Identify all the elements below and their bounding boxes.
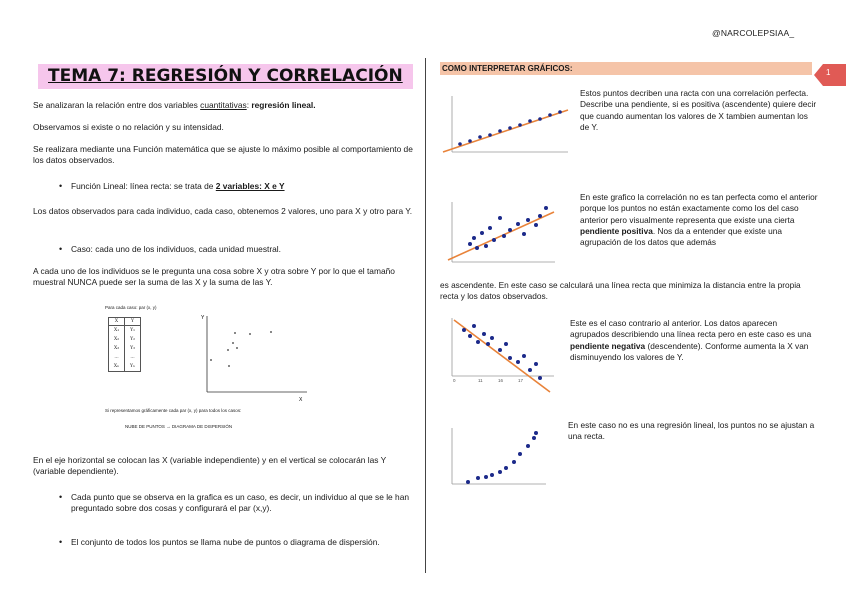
bullet-cloud: • El conjunto de todos los puntos se llama nube de puntos o diagrama de dispersión. (71, 537, 411, 548)
g3-ticks (453, 378, 524, 383)
g2-point (472, 236, 476, 240)
table-row (109, 353, 141, 362)
table-cell: Xₙ (109, 362, 125, 372)
g3-point (522, 354, 526, 358)
g3-point (468, 334, 472, 338)
g2-point (538, 214, 542, 218)
g2-point (544, 206, 548, 210)
para-axes: En el eje horizontal se colocan las X (variable independiente) y en el vertical se colocarán las Y (variable dependiente). (33, 455, 387, 477)
g1-point (538, 117, 542, 121)
table-cell: Y₁ (125, 326, 141, 336)
g2-point (516, 222, 520, 226)
bullet-case: • Caso: cada uno de los individuos, cada unidad muestral. (71, 244, 411, 255)
table-cell: ... (125, 353, 141, 362)
bullet-linear (71, 181, 411, 192)
g3-tick: 11 (478, 378, 483, 383)
scatter-figure (100, 305, 330, 440)
table-header-x: X (109, 318, 125, 326)
figure-caption-top: Para cada caso: par (x, y) (105, 305, 157, 310)
g4-point (466, 480, 470, 484)
desc-positive-dispersed-cont: es ascendente. En este caso se calculará una línea recta que minimiza la distancia entre la propia recta y los datos observados. (440, 280, 801, 302)
table-cell: X₂ (109, 335, 125, 344)
figure-caption-bottom: Si representamos gráficamente cada par (x, y) para todos los casos: (105, 408, 242, 413)
g4-point (504, 466, 508, 470)
graph-negative (440, 314, 560, 396)
para-intro-sep: : (246, 100, 252, 110)
para-intro-bold: regresión lineal. (251, 100, 316, 110)
desc3-text-end: (descendente). Conforme aumenta la X van disminuyendo los valores de Y. (570, 340, 809, 362)
g2-point (522, 232, 526, 236)
table-cell: X₁ (109, 326, 125, 336)
g1-point (518, 123, 522, 127)
g3-point (508, 356, 512, 360)
g3-point (516, 360, 520, 364)
scatter-point (227, 349, 229, 351)
g3-point (462, 328, 466, 332)
graph-positive-perfect (440, 92, 575, 160)
g3-point (472, 324, 476, 328)
table-row (109, 344, 141, 353)
g1-point (498, 129, 502, 133)
g4-point (498, 470, 502, 474)
g2-point (475, 246, 479, 250)
scatter-x-label: X (299, 397, 303, 402)
graph-positive-dispersed (440, 198, 560, 268)
table-cell: Y₂ (125, 335, 141, 344)
para-intro (33, 100, 418, 111)
g3-tick: 0 (453, 378, 456, 383)
g3-point (486, 342, 490, 346)
g2-point (526, 218, 530, 222)
scatter-point (270, 331, 272, 333)
g4-point (476, 476, 480, 480)
g3-point (498, 348, 502, 352)
scatter-point (210, 359, 212, 361)
title-banner (38, 64, 413, 89)
table-row (109, 362, 141, 372)
g4-point (484, 475, 488, 479)
g4-point (532, 436, 536, 440)
g3-point (482, 332, 486, 336)
bullet-linear-text: Función Lineal: línea recta: se trata de (71, 181, 216, 191)
g1-point (558, 110, 562, 114)
g4-point (490, 473, 494, 477)
column-divider (425, 58, 426, 573)
g3-points (462, 324, 542, 380)
g1-point (468, 139, 472, 143)
desc2-text: En este grafico la correlación no es tan perfecta como el anterior porque los puntos no están exactamente como los del caso anterior pero visualmente representa que existe una cierta (580, 192, 818, 225)
g3-point (534, 362, 538, 366)
para-sample: A cada uno de los individuos se le pregunta una cosa sobre X y otra sobre Y por lo que el tamaño muestral NUNCA puede ser la suma de las X y la suma de las Y. (33, 266, 395, 288)
g3-tick: 17 (518, 378, 524, 383)
bullet-linear-bold: 2 variables: X e Y (215, 181, 285, 191)
g2-point (484, 244, 488, 248)
table-header-row (109, 318, 141, 326)
scatter-point (232, 342, 234, 344)
desc3-bold: pendiente negativa (570, 340, 646, 351)
scatter-point (249, 333, 251, 335)
scatter-point (234, 332, 236, 334)
para-intro-underline: cuantitativas (200, 100, 247, 110)
g4-point (512, 460, 516, 464)
g1-point (488, 133, 492, 137)
author-handle: @NARCOLEPSIAA_ (712, 28, 795, 38)
desc-nonlinear: En este caso no es una regresión lineal, los puntos no se ajustan a una recta. (568, 420, 815, 442)
table-cell: Y₃ (125, 344, 141, 353)
page-title: TEMA 7: REGRESIÓN Y CORRELACIÓN (48, 66, 403, 86)
g3-point (490, 336, 494, 340)
desc-negative (570, 318, 818, 363)
graph-nonlinear (440, 424, 550, 490)
g2-point (508, 228, 512, 232)
g3-point (538, 376, 542, 380)
g3-point (504, 342, 508, 346)
bullet-point-case: • Cada punto que se observa en la grafica es un caso, es decir, un individuo al que se le han preguntado sobre dos cosas y configurará el par (x,y). (71, 492, 411, 514)
g4-point (526, 444, 530, 448)
scatter-points (210, 331, 272, 367)
g2-point (498, 216, 502, 220)
g1-point (528, 119, 532, 123)
g1-point (548, 113, 552, 117)
g2-point (488, 226, 492, 230)
scatter-plot (195, 310, 315, 402)
section-header: COMO INTERPRETAR GRÁFICOS: (442, 64, 573, 73)
g3-point (476, 340, 480, 344)
g4-point (534, 431, 538, 435)
g2-point (502, 234, 506, 238)
table-header-y: Y (125, 318, 141, 326)
pairs-table (108, 317, 141, 372)
desc-positive-dispersed (580, 192, 818, 248)
table-cell: ... (109, 353, 125, 362)
table-row (109, 326, 141, 336)
g1-point (458, 142, 462, 146)
desc2-text-end: . Nos da a entender que existe una agrupación de los datos que además (580, 225, 782, 248)
g2-point (492, 238, 496, 242)
g2-point (480, 231, 484, 235)
scatter-y-label: Y (201, 315, 205, 321)
table-cell: Yₙ (125, 362, 141, 372)
figure-caption-nube: NUBE DE PUNTOS → DIAGRAMA DE DISPERSIÓN (125, 424, 233, 429)
g4-point (518, 452, 522, 456)
table-row (109, 335, 141, 344)
desc-positive-perfect: Estos puntos decriben una racta con una correlación perfecta. Describe una pendiente, si es positiva (ascendente) quiere decir que cuando aumentan los valores de X tambien aumentan los de Y. (580, 88, 817, 132)
desc2-bold: pendiente positiva (580, 225, 653, 236)
g4-points (466, 431, 538, 484)
g3-point (528, 368, 532, 372)
scatter-point (236, 347, 238, 349)
g3-tick: 16 (498, 378, 504, 383)
g2-points (468, 206, 548, 250)
para-observe: Observamos si existe o no relación y su intensidad. (33, 122, 224, 132)
page-number: 1 (826, 68, 831, 77)
g1-point (508, 126, 512, 130)
para-intro-text: Se analizaran la relación entre dos variables (33, 100, 201, 110)
para-function: Se realizara mediante una Función matemática que se ajuste lo máximo posible al comportamiento de los datos observados. (33, 144, 413, 166)
para-data: Los datos observados para cada individuo, cada caso, obtenemos 2 valores, uno para X y otro para Y. (33, 206, 413, 216)
g1-points (458, 110, 562, 146)
scatter-point (228, 365, 230, 367)
g1-point (478, 135, 482, 139)
desc3-text: Este es el caso contrario al anterior. Los datos aparecen agrupados describiendo una línea recta pero en este caso es una (570, 318, 812, 340)
g2-point (468, 242, 472, 246)
table-cell: X₃ (109, 344, 125, 353)
g2-point (534, 223, 538, 227)
